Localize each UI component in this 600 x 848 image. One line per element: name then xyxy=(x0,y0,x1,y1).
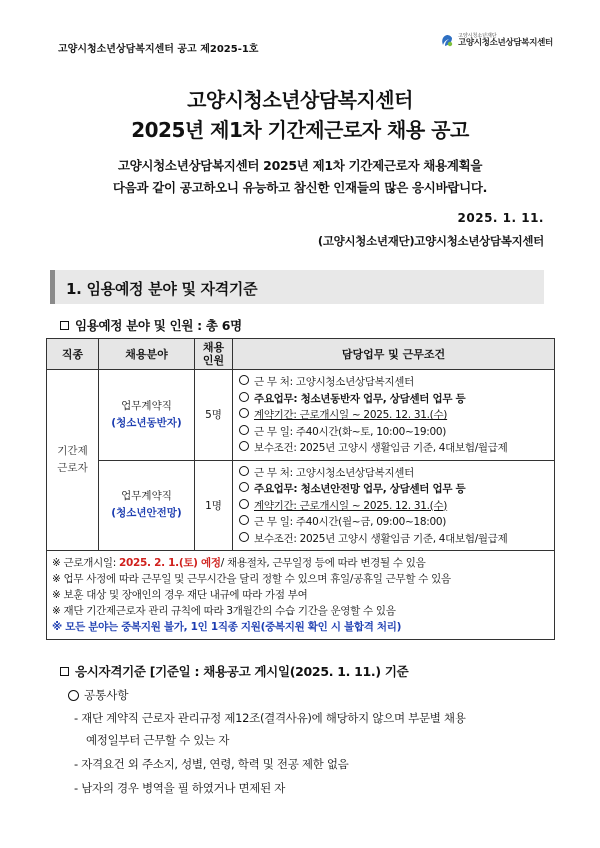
header-duty: 담당업무 및 근무조건 xyxy=(233,339,555,370)
note-bonus-points: ※ 보훈 대상 및 장애인의 경우 재단 내규에 따라 가점 부여 xyxy=(52,589,308,601)
duty-main-work: 주요업무: 청소년동반자 업무, 상담센터 업무 등 xyxy=(254,392,466,405)
logo-subtitle: 고양시청소년재단 xyxy=(458,33,497,39)
qualification-item-2: - 자격요건 외 주소지, 성별, 연령, 학력 및 전공 제한 없음 xyxy=(74,757,349,771)
category-cell xyxy=(47,370,99,551)
document-number: 고양시청소년상담복지센터 공고 제2025-1호 xyxy=(58,44,259,55)
duty-contract: 계약기간: 근로개시일 ~ 2025. 12. 31.(수) xyxy=(254,499,448,512)
note1-prefix: ※ 근로개시일: xyxy=(52,557,120,569)
duty-cell xyxy=(233,460,555,551)
duty-pay: 보수조건: 2025년 고양시 생활임금 기준, 4대보험/월급제 xyxy=(254,532,508,545)
duty-cell xyxy=(233,370,555,461)
circle-bullet-icon xyxy=(239,441,249,451)
count-cell: 1명 xyxy=(195,460,233,551)
field-line2: (청소년동반자) xyxy=(111,416,182,429)
notes-row xyxy=(47,551,555,640)
circle-bullet-icon xyxy=(239,499,249,509)
recruitment-table xyxy=(46,338,555,640)
category-line2: 근로자 xyxy=(57,462,88,474)
qualifications-heading xyxy=(60,662,408,680)
duty-pay: 보수조건: 2025년 고양시 생활임금 기준, 4대보험/월급제 xyxy=(254,442,508,454)
table-header-row xyxy=(47,339,555,370)
recruitment-subheading xyxy=(60,316,242,334)
field-cell xyxy=(99,460,195,551)
table-row xyxy=(47,370,555,461)
qualifications-heading-text: 응시자격기준 [기준일 : 채용공고 게시일(2025. 1. 11.) 기준 xyxy=(75,664,409,679)
notes-cell xyxy=(47,551,555,640)
square-bullet-icon xyxy=(60,321,69,330)
duty-contract: 계약기간: 근로개시일 ~ 2025. 12. 31.(수) xyxy=(254,409,448,421)
organization-name: (고양시청소년재단)고양시청소년상담복지센터 xyxy=(317,234,544,248)
square-bullet-icon xyxy=(60,667,69,676)
common-label-text: 공통사항 xyxy=(84,688,129,702)
intro-line2: 다음과 같이 공고하오니 유능하고 참신한 인재들의 많은 응시바랍니다. xyxy=(112,180,488,195)
circle-bullet-icon xyxy=(239,532,249,542)
header-count-line1: 채용 xyxy=(202,341,225,354)
recruitment-subheading-text: 임용예정 분야 및 인원 : 총 6명 xyxy=(75,318,242,333)
header-count-line2: 인원 xyxy=(202,354,225,367)
duty-workdays: 근 무 일: 주40시간(월~금, 09:00~18:00) xyxy=(254,516,447,528)
circle-bullet-icon xyxy=(239,515,249,525)
page-title-line2: 2025년 제1차 기간제근로자 채용 공고 xyxy=(131,118,469,142)
announcement-date: 2025. 1. 11. xyxy=(457,211,544,225)
circle-bullet-icon xyxy=(239,425,249,435)
count-cell: 5명 xyxy=(195,370,233,461)
note-start-date xyxy=(52,555,554,571)
note-probation: ※ 재단 기간제근로자 관리 규칙에 따라 3개월간의 수습 기간을 운영할 수 있음 xyxy=(52,605,396,617)
common-label xyxy=(68,687,128,703)
circle-bullet-icon xyxy=(239,392,249,402)
qualification-item-3: - 남자의 경우 병역을 필 하였거나 면제된 자 xyxy=(74,781,286,795)
circle-bullet-icon xyxy=(239,408,249,418)
duty-workplace: 근 무 처: 고양시청소년상담복지센터 xyxy=(254,466,414,479)
table-row xyxy=(47,460,555,551)
field-line1: 업무계약직 xyxy=(121,399,172,412)
logo-name: 고양시청소년상담복지센터 xyxy=(458,38,553,49)
circle-bullet-icon xyxy=(239,482,249,492)
duty-main-work: 주요업무: 청소년안전망 업무, 상담센터 업무 등 xyxy=(254,483,466,495)
circle-bullet-icon xyxy=(239,375,249,385)
circle-bullet-icon xyxy=(239,466,249,476)
note-no-duplicate: ※ 모든 분야는 중복지원 불가, 1인 1직종 지원(중복지원 확인 시 불합격 처리) xyxy=(52,621,402,633)
section-header-bar xyxy=(50,270,55,304)
field-line2: (청소년안전망) xyxy=(111,507,182,520)
header-category: 직종 xyxy=(47,339,99,370)
intro-line1: 고양시청소년상담복지센터 2025년 제1차 기간제근로자 채용계획을 xyxy=(117,158,483,173)
page-title-line1: 고양시청소년상담복지센터 xyxy=(187,88,413,112)
logo xyxy=(440,34,553,48)
header-field: 채용분야 xyxy=(99,339,195,370)
note1-highlight: 2025. 2. 1.(토) 예정 xyxy=(119,557,221,569)
header-count xyxy=(195,339,233,370)
section-title: 1. 임용예정 분야 및 자격기준 xyxy=(66,280,258,298)
logo-mark-icon xyxy=(440,34,454,48)
note1-suffix: / 채용절차, 근무일정 등에 따라 변경될 수 있음 xyxy=(220,557,426,569)
duty-workdays: 근 무 일: 주40시간(화~토, 10:00~19:00) xyxy=(254,425,447,438)
qualification-item-1-line1: - 재단 계약직 근로자 관리규정 제12조(결격사유)에 해당하지 않으며 부문별 채용 xyxy=(74,711,466,725)
circle-bullet-icon xyxy=(68,690,79,701)
field-line1: 업무계약직 xyxy=(121,490,172,503)
category-line1: 기간제 xyxy=(57,445,88,457)
field-cell xyxy=(99,370,195,461)
qualification-item-1-line2: 예정일부터 근무할 수 있는 자 xyxy=(86,733,230,747)
note-work-schedule: ※ 업무 사정에 따라 근무일 및 근무시간을 달리 정할 수 있으며 휴일/공휴일 근무할 수 있음 xyxy=(52,573,451,585)
duty-workplace: 근 무 처: 고양시청소년상담복지센터 xyxy=(254,376,414,388)
